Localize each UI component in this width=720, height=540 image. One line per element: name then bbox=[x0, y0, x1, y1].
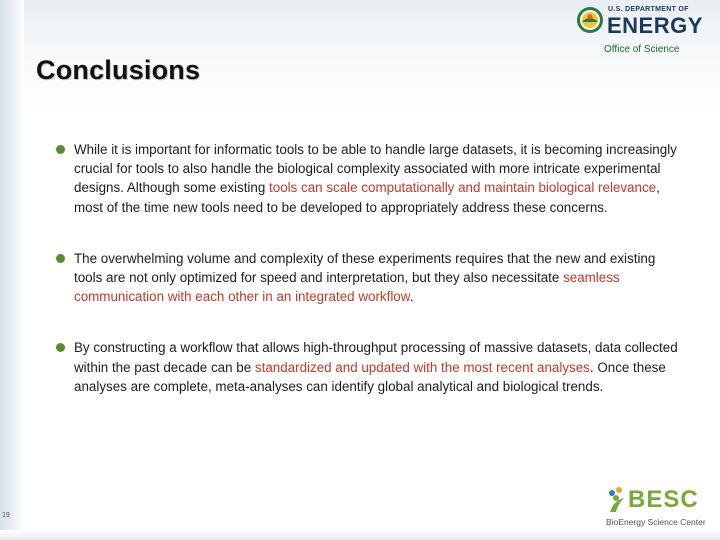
page-number: 19 bbox=[2, 512, 10, 519]
bullet-text: The overwhelming volume and complexity of these experiments requires that the new and existing tools are not only optimized for speed and interpretation, but they also necessitate bbox=[74, 250, 656, 286]
bullet-item bbox=[56, 140, 686, 217]
besc-logo bbox=[604, 484, 704, 530]
doe-logo bbox=[574, 2, 720, 58]
bullet-text: , most of the time new tools need to be developed to appropriately address these concerns. bbox=[74, 180, 660, 215]
bullet-text: While it is important for informatic tools to be able to handle large datasets, it is becoming increasingly crucial for tools to also handle the biological complexity associated with more intricate experimental designs. Although some existing bbox=[74, 142, 677, 196]
besc-leaf-icon bbox=[604, 484, 630, 516]
bullet-text: . Once these analyses are complete, meta-analyses can identify global analytical and biological trends. bbox=[74, 359, 666, 394]
bullet-text: . bbox=[409, 289, 414, 305]
highlight-text: tools can scale computationally and maintain biological relevance bbox=[269, 180, 657, 196]
left-accent-bar bbox=[0, 0, 24, 540]
doe-office-label: Office of Science bbox=[604, 44, 680, 55]
bullet-list bbox=[56, 140, 686, 396]
besc-subtitle: BioEnergy Science Center bbox=[606, 517, 706, 527]
highlight-text: seamless communication with each other in an integrated workflow bbox=[74, 270, 620, 305]
doe-seal-icon bbox=[576, 6, 604, 34]
bullet-dot-icon bbox=[56, 145, 65, 154]
footer-bar bbox=[0, 530, 720, 540]
besc-name: BESC bbox=[628, 486, 699, 513]
bullet-dot-icon bbox=[56, 254, 65, 263]
doe-energy-label: ENERGY bbox=[607, 13, 703, 38]
bullet-item bbox=[56, 249, 686, 307]
bullet-text: By constructing a workflow that allows high-throughput processing of massive datasets, data collected within the past decade can be bbox=[74, 340, 678, 375]
bullet-dot-icon bbox=[56, 343, 65, 352]
slide-title: Conclusions bbox=[36, 55, 201, 85]
bullet-item bbox=[56, 338, 686, 396]
highlight-text: standardized and updated with the most recent analyses bbox=[254, 359, 590, 375]
doe-dept-label: U.S. DEPARTMENT OF bbox=[608, 6, 689, 13]
